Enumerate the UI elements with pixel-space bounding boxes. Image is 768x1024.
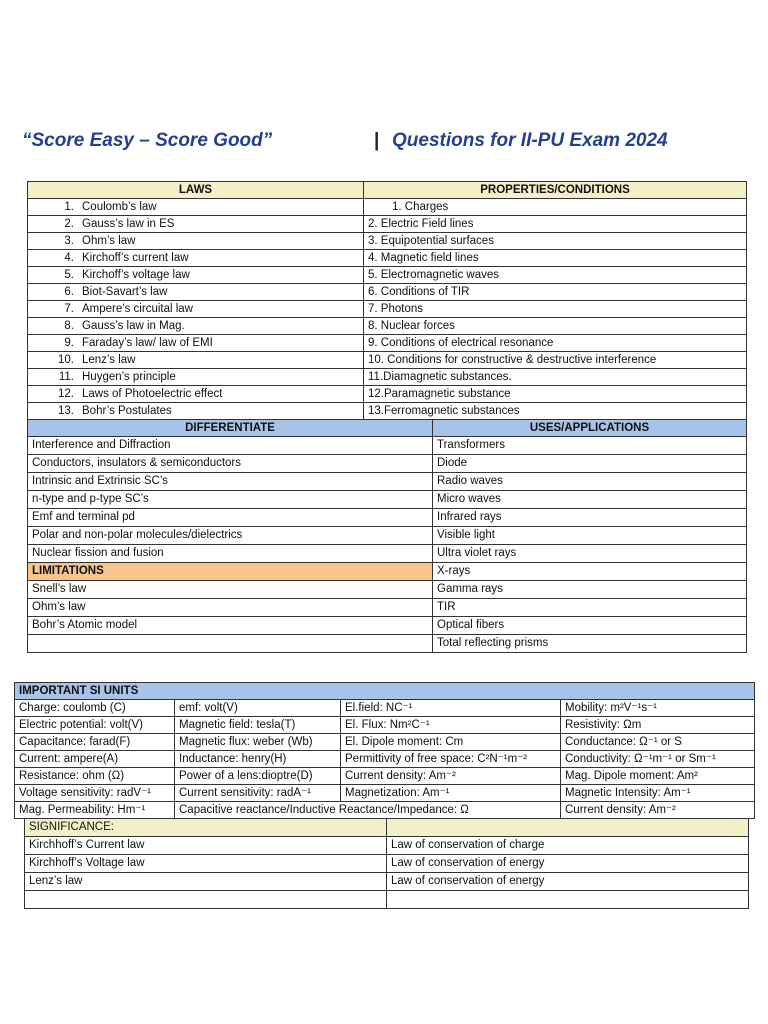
property-item: 8. Nuclear forces [364, 318, 747, 335]
law-number: 9. [64, 336, 74, 349]
unit-cell: Capacitive reactance/Inductive Reactance/Impedance: Ω [175, 802, 561, 819]
law-item [28, 403, 364, 420]
limitation-item: Bohr’s Atomic model [28, 617, 433, 635]
unit-cell: Mag. Dipole moment: Am² [561, 768, 755, 785]
properties-header: PROPERTIES/CONDITIONS [364, 182, 747, 199]
unit-cell: El. Dipole moment: Cm [341, 734, 561, 751]
law-item [28, 216, 364, 233]
property-item: 1. Charges [364, 199, 747, 216]
significance-table [24, 818, 749, 909]
property-item: 13.Ferromagnetic substances [364, 403, 747, 420]
law-number: 5. [64, 268, 74, 281]
table-row [28, 509, 747, 527]
header-title: Questions for II-PU Exam 2024 [392, 130, 668, 151]
use-item: Radio waves [433, 473, 747, 491]
law-text: Ampere’s circuital law [82, 302, 193, 315]
unit-cell: Voltage sensitivity: radV⁻¹ [15, 785, 175, 802]
significance-meaning: Law of conservation of energy [387, 855, 749, 873]
limitation-item [28, 635, 433, 653]
unit-cell: Power of a lens:dioptre(D) [175, 768, 341, 785]
uses-header: USES/APPLICATIONS [433, 420, 747, 437]
unit-cell: Magnetization: Am⁻¹ [341, 785, 561, 802]
laws-properties-table [27, 181, 747, 420]
header-slogan: “Score Easy – Score Good” [22, 130, 273, 151]
use-item: Visible light [433, 527, 747, 545]
differentiate-item: Interference and Diffraction [28, 437, 433, 455]
law-number: 10. [58, 353, 74, 366]
unit-cell: Magnetic field: tesla(T) [175, 717, 341, 734]
table-row [28, 216, 747, 233]
law-number: 6. [64, 285, 74, 298]
law-item [28, 250, 364, 267]
use-item: Optical fibers [433, 617, 747, 635]
law-text: Kirchoff’s current law [82, 251, 189, 264]
table-row [28, 403, 747, 420]
table-row [15, 802, 755, 819]
property-item: 10. Conditions for constructive & destructive interference [364, 352, 747, 369]
property-item: 11.Diamagnetic substances. [364, 369, 747, 386]
unit-cell: El.field: NC⁻¹ [341, 700, 561, 717]
table-row [15, 700, 755, 717]
unit-cell: Capacitance: farad(F) [15, 734, 175, 751]
unit-cell: Electric potential: volt(V) [15, 717, 175, 734]
table-row [28, 267, 747, 284]
limitation-item: Snell’s law [28, 581, 433, 599]
table-row [28, 617, 747, 635]
unit-cell: Magnetic Intensity: Am⁻¹ [561, 785, 755, 802]
law-text: Ohm’s law [82, 234, 136, 247]
law-item [28, 199, 364, 216]
use-item: X-rays [433, 563, 747, 581]
differentiate-item: Polar and non-polar molecules/dielectrics [28, 527, 433, 545]
table-row [28, 563, 747, 581]
law-text: Faraday’s law/ law of EMI [82, 336, 213, 349]
significance-law: Kirchhoff’s Voltage law [25, 855, 387, 873]
unit-cell: Permittivity of free space: C²N⁻¹m⁻² [341, 751, 561, 768]
law-number: 1. [64, 200, 74, 213]
laws-header: LAWS [28, 182, 364, 199]
differentiate-uses-table [27, 419, 747, 653]
differentiate-item: Intrinsic and Extrinsic SC’s [28, 473, 433, 491]
law-item [28, 318, 364, 335]
table-row [28, 284, 747, 301]
law-number: 8. [64, 319, 74, 332]
table-row [28, 581, 747, 599]
significance-meaning: Law of conservation of charge [387, 837, 749, 855]
significance-meaning: Law of conservation of energy [387, 873, 749, 891]
table-row [28, 233, 747, 250]
law-number: 12. [58, 387, 74, 400]
si-units-table [14, 682, 755, 819]
law-number: 3. [64, 234, 74, 247]
use-item: Transformers [433, 437, 747, 455]
significance-law [25, 891, 387, 909]
law-text: Huygen’s principle [82, 370, 176, 383]
use-item: Gamma rays [433, 581, 747, 599]
significance-law: Lenz’s law [25, 873, 387, 891]
differentiate-header: DIFFERENTIATE [28, 420, 433, 437]
unit-cell: Conductance: Ω⁻¹ or S [561, 734, 755, 751]
law-text: Kirchoff’s voltage law [82, 268, 190, 281]
table-row [28, 352, 747, 369]
differentiate-item: Conductors, insulators & semiconductors [28, 455, 433, 473]
table-row [28, 455, 747, 473]
unit-cell: Current sensitivity: radA⁻¹ [175, 785, 341, 802]
differentiate-item: Nuclear fission and fusion [28, 545, 433, 563]
unit-cell: Charge: coulomb (C) [15, 700, 175, 717]
table-row [28, 301, 747, 318]
use-item: Ultra violet rays [433, 545, 747, 563]
law-number: 4. [64, 251, 74, 264]
use-item: Infrared rays [433, 509, 747, 527]
property-item: 7. Photons [364, 301, 747, 318]
law-number: 11. [58, 370, 74, 383]
differentiate-item: n-type and p-type SC’s [28, 491, 433, 509]
law-text: Gauss’s law in Mag. [82, 319, 185, 332]
page-header [22, 128, 752, 158]
table-row [28, 437, 747, 455]
property-item: 2. Electric Field lines [364, 216, 747, 233]
table-row [25, 873, 749, 891]
property-item: 12.Paramagnetic substance [364, 386, 747, 403]
law-item [28, 284, 364, 301]
unit-cell: Magnetic flux: weber (Wb) [175, 734, 341, 751]
table-row [28, 250, 747, 267]
law-item [28, 335, 364, 352]
law-text: Laws of Photoelectric effect [82, 387, 223, 400]
law-number: 2. [64, 217, 74, 230]
law-text: Biot-Savart’s law [82, 285, 168, 298]
significance-meaning [387, 891, 749, 909]
table-row [15, 734, 755, 751]
table-row [25, 855, 749, 873]
law-item [28, 369, 364, 386]
table-row [25, 891, 749, 909]
property-item: 3. Equipotential surfaces [364, 233, 747, 250]
law-number: 7. [64, 302, 74, 315]
unit-cell: Current density: Am⁻² [561, 802, 755, 819]
law-text: Coulomb’s law [82, 200, 157, 213]
law-text: Lenz’s law [82, 353, 136, 366]
use-item: Diode [433, 455, 747, 473]
significance-header: SIGNIFICANCE: [25, 819, 387, 837]
law-text: Bohr’s Postulates [82, 404, 172, 417]
significance-header-blank [387, 819, 749, 837]
property-item: 6. Conditions of TIR [364, 284, 747, 301]
table-row [25, 837, 749, 855]
law-item [28, 386, 364, 403]
header-separator: | [374, 130, 380, 151]
table-row [28, 199, 747, 216]
law-text: Gauss’s law in ES [82, 217, 175, 230]
unit-cell: Resistivity: Ωm [561, 717, 755, 734]
unit-cell: El. Flux: Nm²C⁻¹ [341, 717, 561, 734]
property-item: 9. Conditions of electrical resonance [364, 335, 747, 352]
si-units-header: IMPORTANT SI UNITS [15, 683, 755, 700]
use-item: Total reflecting prisms [433, 635, 747, 653]
unit-cell: Conductivity: Ω⁻¹m⁻¹ or Sm⁻¹ [561, 751, 755, 768]
table-row [28, 599, 747, 617]
use-item: TIR [433, 599, 747, 617]
table-row [15, 785, 755, 802]
law-item [28, 352, 364, 369]
table-row [28, 491, 747, 509]
table-row [28, 635, 747, 653]
table-row [28, 545, 747, 563]
table-row [28, 318, 747, 335]
table-row [28, 369, 747, 386]
unit-cell: Resistance: ohm (Ω) [15, 768, 175, 785]
law-item [28, 301, 364, 318]
use-item: Micro waves [433, 491, 747, 509]
table-row [15, 768, 755, 785]
property-item: 4. Magnetic field lines [364, 250, 747, 267]
table-row [28, 527, 747, 545]
table-row [15, 717, 755, 734]
limitations-header: LIMITATIONS [28, 563, 433, 581]
unit-cell: emf: volt(V) [175, 700, 341, 717]
unit-cell: Mobility: m²V⁻¹s⁻¹ [561, 700, 755, 717]
unit-cell: Inductance: henry(H) [175, 751, 341, 768]
differentiate-item: Emf and terminal pd [28, 509, 433, 527]
property-item: 5. Electromagnetic waves [364, 267, 747, 284]
table-row [15, 751, 755, 768]
unit-cell: Current density: Am⁻² [341, 768, 561, 785]
unit-cell: Mag. Permeability: Hm⁻¹ [15, 802, 175, 819]
limitation-item: Ohm’s law [28, 599, 433, 617]
table-row [28, 473, 747, 491]
table-row [28, 335, 747, 352]
law-item [28, 233, 364, 250]
table-row [28, 386, 747, 403]
unit-cell: Current: ampere(A) [15, 751, 175, 768]
law-number: 13. [58, 404, 74, 417]
significance-law: Kirchhoff’s Current law [25, 837, 387, 855]
law-item [28, 267, 364, 284]
